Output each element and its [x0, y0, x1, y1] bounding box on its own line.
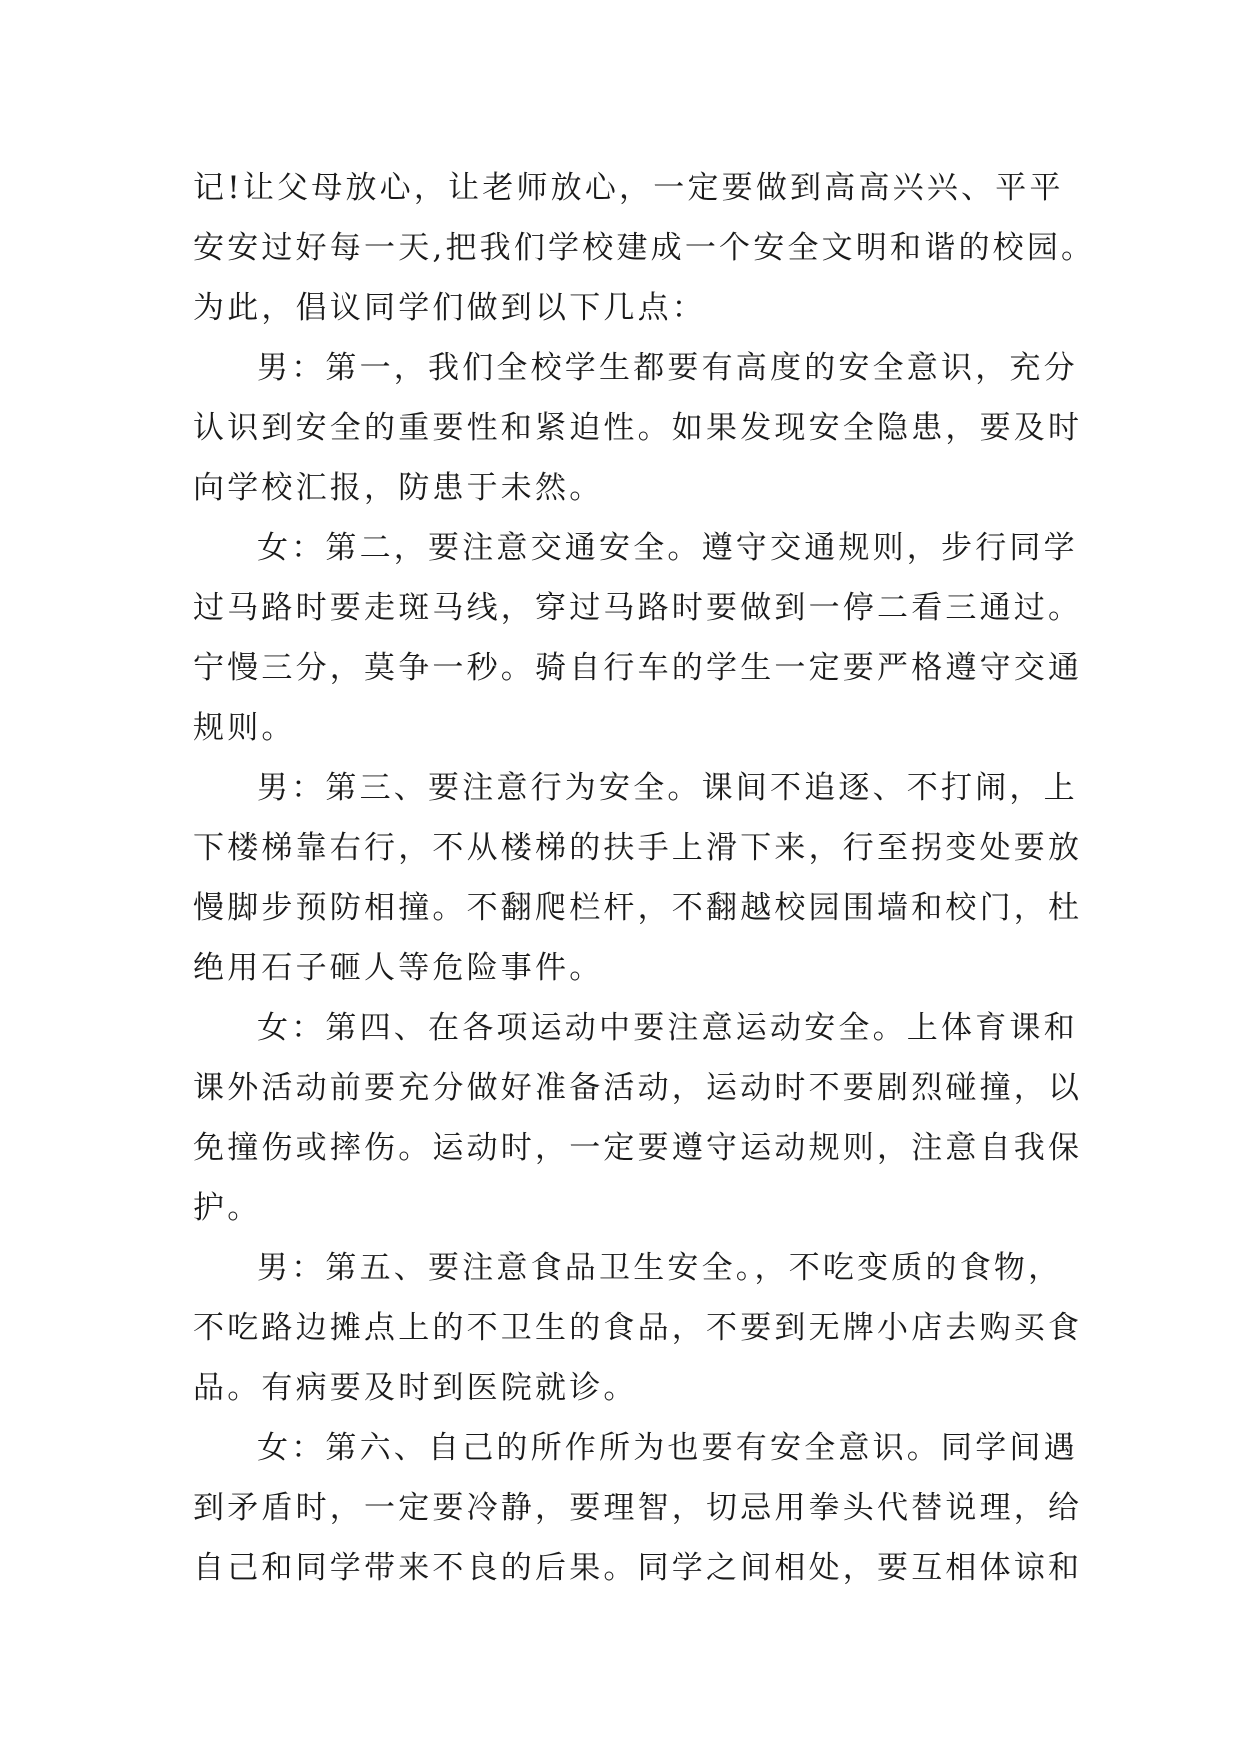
body-text	[193, 158, 1096, 1598]
text-line: 自己和同学带来不良的后果。同学之间相处，要互相体谅和	[193, 1550, 1083, 1586]
text-line: 向学校汇报，防患于未然。	[193, 470, 604, 506]
text-line: 免撞伤或摔伤。运动时，一定要遵守运动规则，注意自我保	[193, 1130, 1083, 1166]
text-line: 不吃路边摊点上的不卫生的食品，不要到无牌小店去购买食	[193, 1310, 1083, 1346]
paragraph-first-line: 女：第六、自己的所作所为也要有安全意识。同学间遇	[257, 1430, 1078, 1466]
text-line: 慢脚步预防相撞。不翻爬栏杆，不翻越校园围墙和校门，杜	[193, 890, 1083, 926]
text-line: 宁慢三分，莫争一秒。骑自行车的学生一定要严格遵守交通	[193, 650, 1083, 686]
text-line: 课外活动前要充分做好准备活动，运动时不要剧烈碰撞，以	[193, 1070, 1083, 1106]
paragraph-first-line: 女：第二，要注意交通安全。遵守交通规则，步行同学	[257, 530, 1078, 566]
text-line: 护。	[193, 1190, 262, 1226]
paragraph-first-line: 男：第一，我们全校学生都要有高度的安全意识，充分	[257, 350, 1078, 386]
paragraph-first-line: 男：第三、要注意行为安全。课间不追逐、不打闹，上	[257, 770, 1078, 806]
text-line: 绝用石子砸人等危险事件。	[193, 950, 604, 986]
paragraph-first-line: 女：第四、在各项运动中要注意运动安全。上体育课和	[257, 1010, 1078, 1046]
text-line: 到矛盾时，一定要冷静，要理智，切忌用拳头代替说理，给	[193, 1490, 1083, 1526]
text-line: 安安过好每一天,把我们学校建成一个安全文明和谐的校园。	[193, 230, 1096, 266]
text-line: 认识到安全的重要性和紧迫性。如果发现安全隐患，要及时	[193, 410, 1083, 446]
text-line: 下楼梯靠右行，不从楼梯的扶手上滑下来，行至拐变处要放	[193, 830, 1083, 866]
text-line: 规则。	[193, 710, 296, 746]
text-line: 为此，倡议同学们做到以下几点：	[193, 290, 706, 326]
text-line: 品。有病要及时到医院就诊。	[193, 1370, 638, 1406]
text-line: 记!让父母放心，让老师放心，一定要做到高高兴兴、平平	[193, 170, 1064, 206]
text-line: 过马路时要走斑马线，穿过马路时要做到一停二看三通过。	[193, 590, 1083, 626]
paragraph-first-line: 男：第五、要注意食品卫生安全。，不吃变质的食物，	[257, 1250, 1063, 1286]
